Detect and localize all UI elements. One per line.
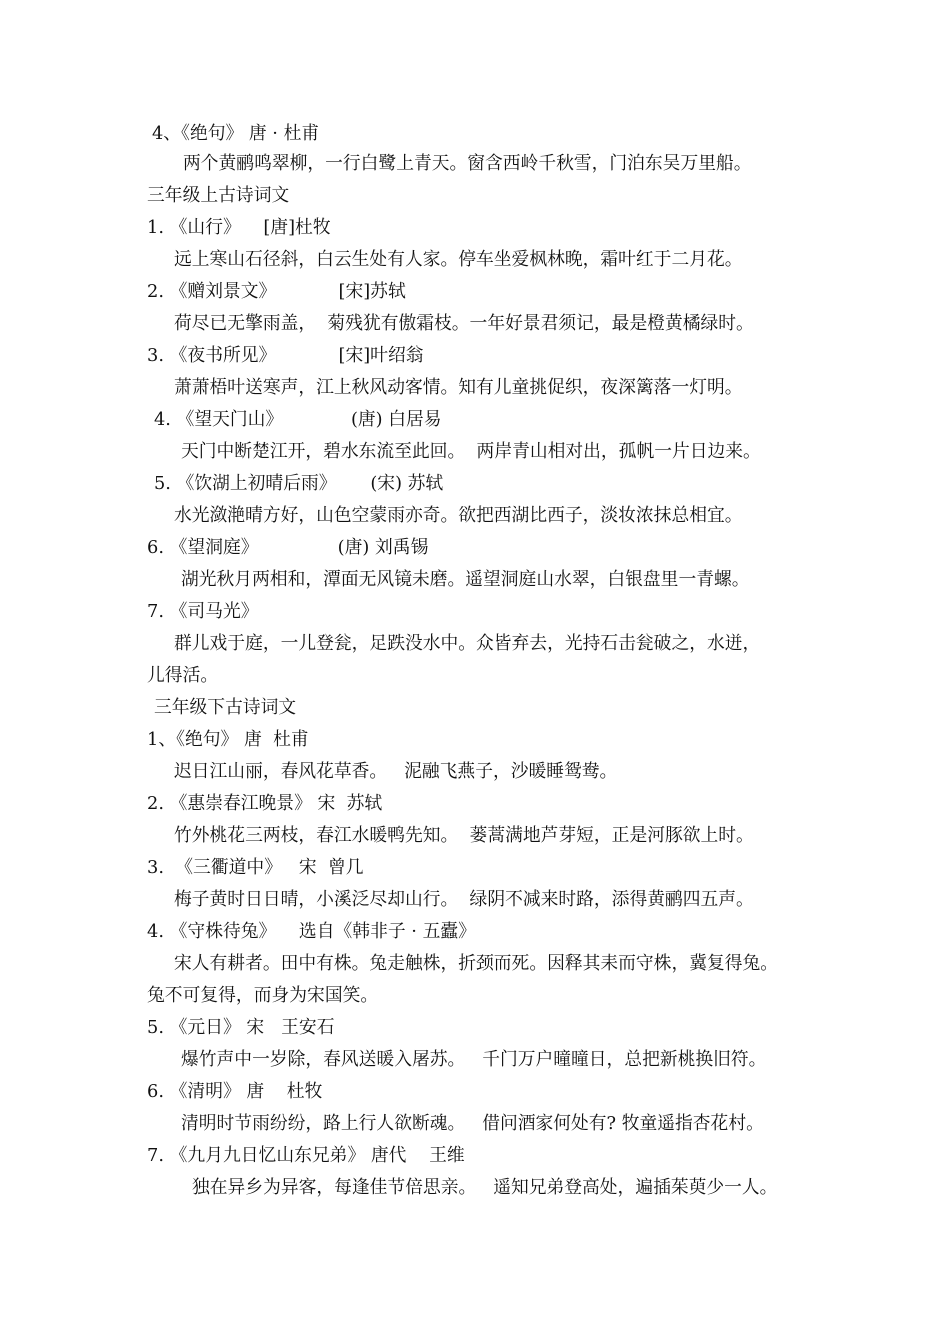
text-line: 荷尽已无擎雨盖， 菊残犹有傲霜枝。一年好景君须记，最是橙黄橘绿时。: [174, 313, 754, 334]
text-line: 水光潋滟晴方好，山色空蒙雨亦奇。欲把西湖比西子，淡妆浓抹总相宜。: [174, 505, 743, 526]
text-line: 3. 《夜书所见》 [宋]叶绍翁: [147, 345, 424, 366]
text-line: 萧萧梧叶送寒声，江上秋风动客情。知有儿童挑促织，夜深篱落一灯明。: [174, 377, 743, 398]
text-line: 远上寒山石径斜，白云生处有人家。停车坐爱枫林晚，霜叶红于二月花。: [174, 249, 743, 270]
text-line: 爆竹声中一岁除，春风送暖入屠苏。 千门万户曈曈日，总把新桃换旧符。: [181, 1049, 767, 1070]
text-line: 竹外桃花三两枝，春江水暖鸭先知。 蒌蒿满地芦芽短，正是河豚欲上时。: [174, 825, 754, 846]
text-line: 7. 《司马光》: [147, 601, 259, 622]
section-heading: 三年级下古诗词文: [154, 697, 297, 718]
text-line: 2. 《赠刘景文》 [宋]苏轼: [147, 281, 406, 302]
text-line: 6. 《望洞庭》 (唐) 刘禹锡: [147, 537, 429, 558]
text-line: 2. 《惠崇春江晚景》 宋 苏轼: [147, 793, 383, 814]
text-line: 7. 《九月九日忆山东兄弟》 唐代 王维: [147, 1145, 465, 1166]
text-line: 两个黄鹂鸣翠柳，一行白鹭上青天。窗含西岭千秋雪，门泊东吴万里船。: [183, 153, 752, 174]
text-line: 天门中断楚江开，碧水东流至此回。 两岸青山相对出，孤帆一片日边来。: [181, 441, 761, 462]
section-heading: 三年级上古诗词文: [147, 185, 290, 206]
text-line: 1、《绝句》 唐 杜甫: [147, 729, 309, 750]
text-line: 5. 《饮湖上初晴后雨》 (宋) 苏轼: [154, 473, 444, 494]
text-line: 4. 《望天门山》 (唐) 白居易: [154, 409, 442, 430]
text-line: 5. 《元日》 宋 王安石: [147, 1017, 335, 1038]
text-line: 迟日江山丽，春风花草香。 泥融飞燕子，沙暖睡鸳鸯。: [174, 761, 618, 782]
text-line: 清明时节雨纷纷，路上行人欲断魂。 借问酒家何处有? 牧童遥指杏花村。: [181, 1113, 764, 1134]
text-line: 独在异乡为异客，每逢佳节倍思亲。 遥知兄弟登高处，遍插茱萸少一人。: [192, 1177, 778, 1198]
text-line: 湖光秋月两相和，潭面无风镜未磨。遥望洞庭山水翠，白银盘里一青螺。: [181, 569, 750, 590]
text-line: 4、《绝句》 唐 · 杜甫: [152, 123, 320, 144]
text-line: 兔不可复得，而身为宋国笑。: [147, 985, 379, 1006]
text-line: 1. 《山行》 [唐]杜牧: [147, 217, 331, 238]
text-line: 群儿戏于庭，一儿登瓮，足跌没水中。众皆弃去，光持石击瓮破之，水迸，: [174, 633, 761, 654]
text-line: 宋人有耕者。田中有株。兔走触株，折颈而死。因释其耒而守株，冀复得兔。: [174, 953, 779, 974]
text-line: 4. 《守株待兔》 选自《韩非子 · 五蠹》: [147, 921, 476, 942]
text-line: 6. 《清明》 唐 杜牧: [147, 1081, 323, 1102]
text-line: 儿得活。: [147, 665, 219, 686]
text-line: 梅子黄时日日晴，小溪泛尽却山行。 绿阴不减来时路，添得黄鹂四五声。: [174, 889, 754, 910]
text-line: 3. 《三衢道中》 宋 曾几: [147, 857, 364, 878]
